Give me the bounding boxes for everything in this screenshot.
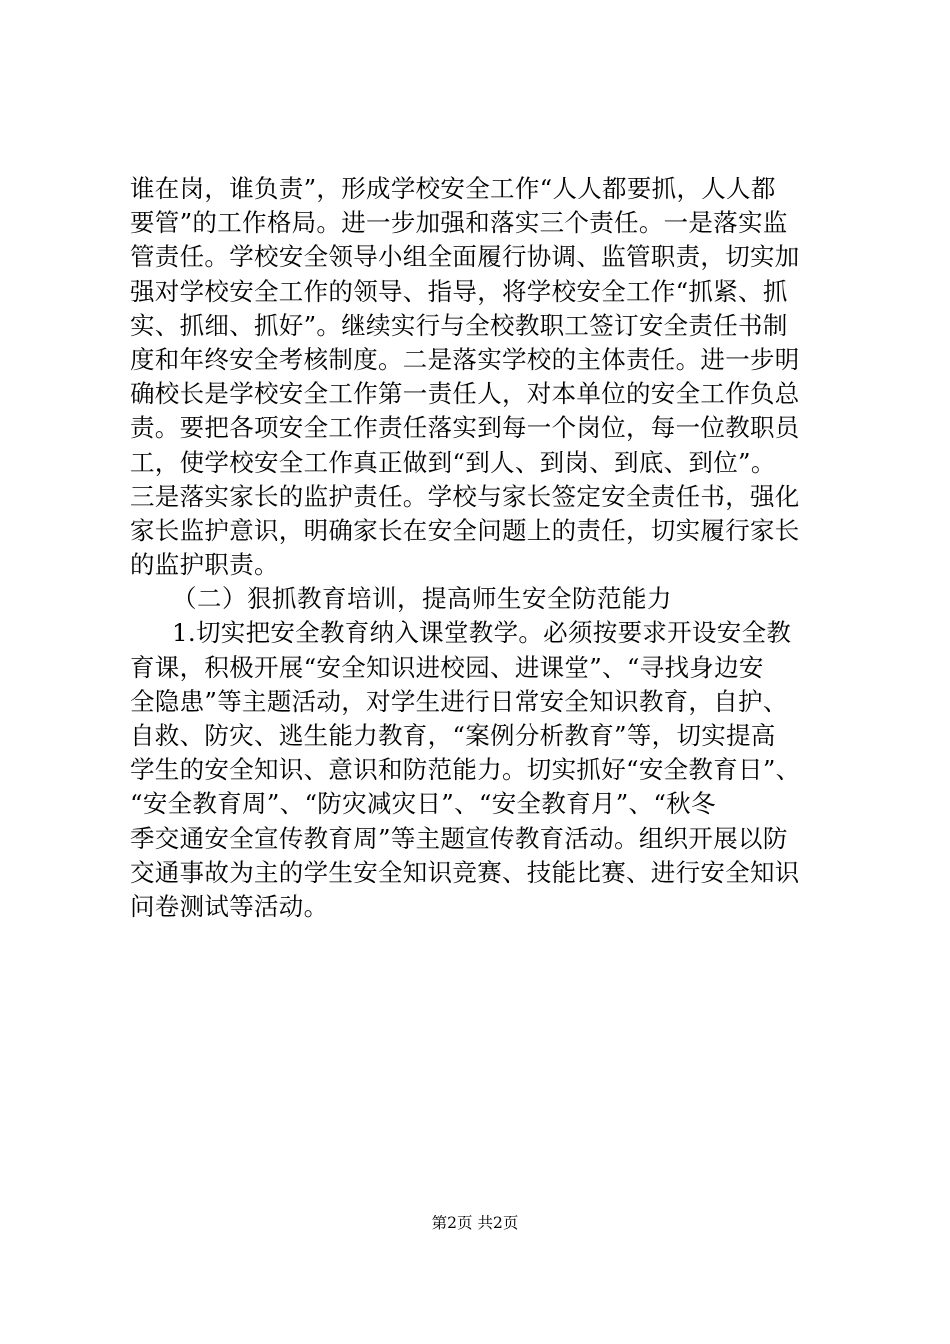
item-line: 学生的安全知识、意识和防范能力。切实抓好“安全教育日”、: [130, 755, 801, 785]
item-line: 问卷测试等活动。: [130, 891, 329, 921]
item-line: “安全教育周”、“防灾减灾日”、“安全教育月”、“秋冬: [130, 789, 716, 819]
item-line: 季交通安全宣传教育周”等主题宣传教育活动。组织开展以防: [130, 823, 788, 853]
paragraph-line: 管责任。学校安全领导小组全面履行协调、监管职责，切实加: [130, 242, 800, 272]
paragraph-line: 要管”的工作格局。进一步加强和落实三个责任。一是落实监: [130, 208, 788, 238]
item-line: 全隐患”等主题活动，对学生进行日常安全知识教育，自护、: [130, 686, 788, 716]
page-footer: 第2页 共2页: [431, 1214, 519, 1232]
item-line: 1.切实把安全教育纳入课堂教学。必须按要求开设安全教: [172, 618, 792, 648]
item-line: 育课，积极开展“安全知识进校园、进课堂”、“寻找身边安: [130, 652, 764, 682]
paragraph-line: 工，使学校安全工作真正做到“到人、到岗、到底、到位”。: [130, 447, 776, 477]
paragraph-line: 责。要把各项安全工作责任落实到每一个岗位，每一位教职员: [130, 413, 800, 443]
item-line: 交通事故为主的学生安全知识竞赛、技能比赛、进行安全知识: [130, 857, 800, 887]
paragraph-line: 强对学校安全工作的领导、指导，将学校安全工作“抓紧、抓: [130, 276, 788, 306]
paragraph-line: 三是落实家长的监护责任。学校与家长签定安全责任书，强化: [130, 481, 800, 511]
document-body: [130, 172, 830, 924]
paragraph-line: 谁在岗，谁负责”，形成学校安全工作“人人都要抓，人人都: [130, 174, 776, 203]
paragraph-line: 实、抓细、抓好”。继续实行与全校教职工签订安全责任书制: [130, 310, 788, 340]
paragraph-line: 的监护职责。: [130, 550, 279, 580]
paragraph-line: 确校长是学校安全工作第一责任人，对本单位的安全工作负总: [130, 379, 800, 409]
item-line: 自救、防灾、逃生能力教育，“案例分析教育”等，切实提高: [130, 721, 776, 750]
paragraph-line: 度和年终安全考核制度。二是落实学校的主体责任。进一步明: [130, 344, 800, 374]
paragraph-line: 家长监护意识，明确家长在安全问题上的责任，切实履行家长: [130, 515, 800, 545]
section-heading: （二）狠抓教育培训，提高师生安全防范能力: [172, 584, 672, 614]
